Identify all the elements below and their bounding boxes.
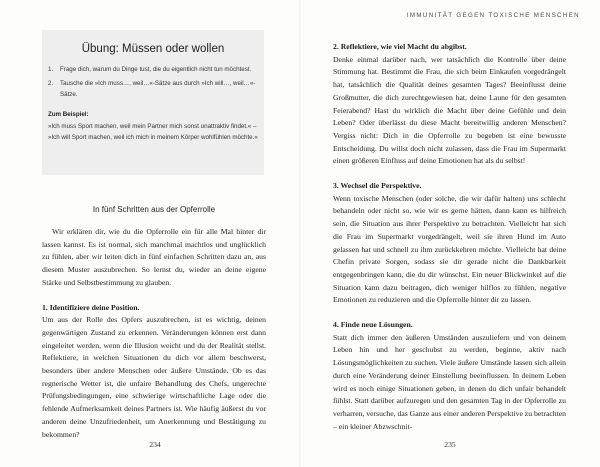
right-page <box>300 0 600 467</box>
step-heading: 4. Finde neue Lösungen. <box>333 320 413 330</box>
right-body-text <box>333 41 566 433</box>
page-number: 235 <box>444 440 456 449</box>
step-heading: 2. Reflektiere, wie viel Macht du abgibst. <box>333 42 467 51</box>
exercise-item-number: 1. <box>48 66 54 73</box>
exercise-item-text: Frage dich, warum du Dinge tust, die du eigentlich nicht tun möchtest. <box>60 66 252 73</box>
left-body-text <box>42 226 266 441</box>
example-text: »Ich muss Sport machen, weil mein Partner mich sonst unattraktiv findet.« – »Ich will Sport machen, weil ich mich in meinem Körper wohlfühlen möchte.« <box>48 123 258 141</box>
example-label: Zum Beispiel: <box>48 111 89 118</box>
running-head: IMMUNITÄT GEGEN TOXISCHE MENSCHEN <box>406 12 580 19</box>
exercise-item-number: 2. <box>48 80 54 87</box>
exercise-item-text: Tausche die »Ich muss…, weil…«-Sätze aus durch »Ich will…, weil…«-Sätze. <box>60 80 256 98</box>
section-heading: In fünf Schritten aus der Opferrolle <box>92 205 216 214</box>
step-heading: 1. Identifiziere deine Position. <box>42 302 140 312</box>
step-paragraph: Um aus der Rolle des Opfers auszubrechen, ist es wichtig, deinen gegenwärtigen Zustand zu erkennen. Veränderungen können erst dann eingeleitet werden, wenn die Illusion weicht und du der Realität stellst. Reflektiere, in welchen Situationen du dich vor allem beschwerst, besonders über andere Menschen oder äußere Umstände. Ob es das regnerische Wetter ist, die unfaire Behandlung des Chefs, ungerechte Prüfungsbedingungen, eine schwierige wirtschaftliche Lage oder die fehlende Aufmerksamkeit deines Partners ist. Wie häufig äußerst du vor anderen deine Unzufriedenheit, um Anerkennung und Bestätigung zu bekommen? <box>42 315 266 439</box>
intro-paragraph: Wir erklären dir, wie du die Opferrolle ein für alle Mal hinter dir lassen kannst. Es ist normal, sich manchmal machtlos und unglücklich zu fühlen, aber wir leiten dich in fünf einfachen Schritten dazu an, aus diesem Muster auszubrechen. So lernst du, wieder an deine eigene Stärke und Selbstbestimmung zu glauben. <box>42 227 266 287</box>
step-paragraph: Denke einmal darüber nach, wer tatsächlich die Kontrolle über deine Stimmung hat. Bestimmt die Frau, die sich beim Einkaufen vorgedrängelt hat, tatsächlich die Qualität deines gesamten Tages? Beeinflusst deine Großmutter, die dich zurechtgewiesen hat, deine Laune für den gesamten Feierabend? Hast du wirklich die Macht über deine Gefühle und dein Leben? Oder überlässt du diese Macht bereitwillig anderen Menschen? Vergiss nicht: Dich in die Opferrolle zu begeben ist eine bewusste Entscheidung. Du willst doch nicht zulassen, dass die Frau im Supermarkt einen größeren Einfluss auf deine Emotionen hat als du selbst! <box>333 54 566 166</box>
page-number: 234 <box>149 440 161 449</box>
exercise-item <box>48 64 258 75</box>
exercise-title: Übung: Müssen oder wollen <box>81 43 225 55</box>
exercise-box <box>42 30 264 175</box>
exercise-body <box>48 64 258 143</box>
step-heading: 3. Wechsel die Perspektive. <box>333 181 422 191</box>
step-paragraph: Wenn toxische Menschen (oder solche, die wir dafür halten) uns schlecht behandeln oder nicht so, wie wir es gerne hätten, dann kann es hilfreich sein, die Situation aus ihrer Perspektive zu betrachten. Vielleicht hat sich die Frau im Supermarkt vorgedrängelt, weil sie ihren Hund im Auto gelassen hat und schnell zu ihm zurückkehren möchte. Vielleicht hat deine Chefin private Sorgen, sodass sie dir gerade nicht die Dankbarkeit entgegenbringen kann, die du dir wünschst. Ein neuer Blickwinkel auf die Situation kann dazu beitragen, dich weniger hilflos zu fühlen, negative Emotionen zu reduzieren und die Opferrolle hinter dir zu lassen. <box>333 193 566 305</box>
step-paragraph: Statt dich immer den äußeren Umständen auszuliefern und von deinem Leben hin und her geschubst zu werden, beginne, aktiv nach Lösungsmöglichkeiten zu suchen. Viele äußere Umstände lassen sich allein durch eine Veränderung deiner Einstellung beeinflussen. In deinem Leben wird es noch einige Situationen geben, in denen du dich unfair behandelt fühlst. Statt darüber aufzuregen und den gesamten Tag in der Opferrolle zu verharren, versuche, das Ganze aus einer anderen Perspektive zu betrachten – ein kleiner Abzwschnit- <box>333 332 566 431</box>
exercise-item <box>48 78 258 100</box>
